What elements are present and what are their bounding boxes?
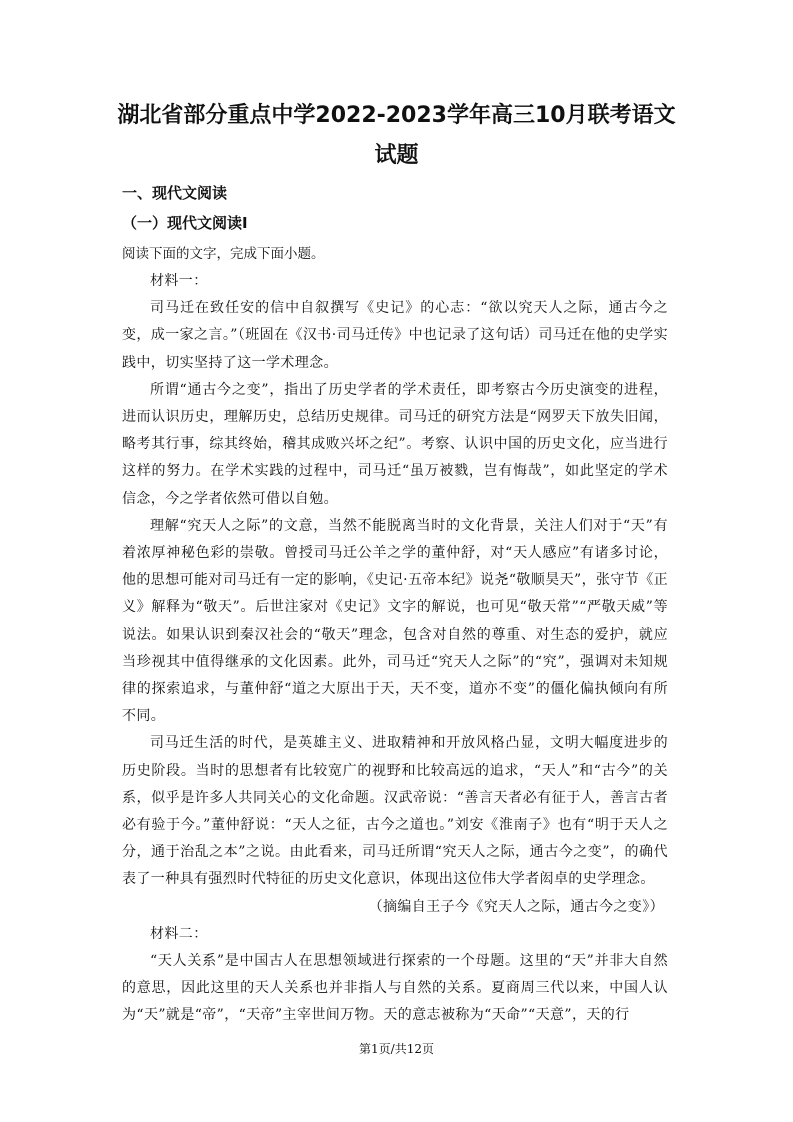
material-label: 材料二： [150, 925, 208, 942]
page-footer: 第1页/共12页 [359, 1042, 434, 1056]
reading-passage [122, 268, 668, 1030]
instruction-text: 阅读下面的文字，完成下面小题。 [122, 246, 325, 262]
source-citation: （摘编自王子今《究天人之际，通古今之变》） [368, 898, 664, 915]
section-heading: 一、现代文阅读 [122, 184, 228, 202]
paragraph: 司马迁生活的时代，是英雄主义、进取精神和开放风格凸显，文明大幅度进步的历史阶段。当时的思想者有比较宽广的视野和比较高远的追求，“天人”和“古今”的关系，似乎是许多人共同关心的文化命题。汉武帝说：“善言天者必有征于人，善言古者必有验于今。”董仲舒说：“天人之征，古今之道也。”刘安《淮南子》也有“明于天人之分，通于治乱之本”之说。由此看来，司马迁所谓“究天人之际，通古今之变”，的确代表了一种具有强烈时代特征的历史文化意识，体现出这位伟大学者闳卓的史学理念。 [122, 735, 668, 888]
material-label: 材料一： [150, 273, 208, 289]
paragraph: “天人关系”是中国古人在思想领域进行探索的一个母题。这里的“天”并非大自然的意思，因此这里的天人关系也并非指人与自然的关系。夏商周三代以来，中国人认为“天”就是“帝”，“天帝”主宰世间万物。天的意志被称为“天命”“天意”，天的行 [122, 953, 668, 1024]
paragraph: 所谓“通古今之变”，指出了历史学者的学术责任，即考察古今历史演变的进程，进而认识历史，理解历史，总结历史规律。司马迁的研究方法是“网罗天下放失旧闻，略考其行事，综其终始，稽其成败兴坏之纪”。考察、认识中国的历史文化，应当进行这样的努力。在学术实践的过程中，司马迁“虽万被戮，岂有悔哉”，如此坚定的学术信念，今之学者依然可借以自勉。 [122, 381, 668, 507]
document-title: 湖北省部分重点中学2022-2023学年高三10月联考语文试题 [117, 103, 676, 168]
subsection-heading: （一）现代文阅读Ⅰ [122, 214, 248, 232]
paragraph: 理解“究天人之际”的文意，当然不能脱离当时的文化背景，关注人们对于“天”有着浓厚神秘色彩的崇敬。曾授司马迁公羊之学的董仲舒，对“天人感应”有诸多讨论，他的思想可能对司马迁有一定的影响，《史记·五帝本纪》说尧“敬顺昊天”，张守节《正义》解释为“敬天”。后世注家对《史记》文字的解说，也可见“敬天常”“严敬天威”等说法。如果认识到秦汉社会的“敬天”理念，包含对自然的尊重、对生态的爱护，就应当珍视其中值得继承的文化因素。此外，司马迁“究天人之际”的“究”，强调对未知规律的探索追求，与董仲舒“道之大原出于天，天不变，道亦不变”的僵化偏执倾向有所不同。 [122, 517, 668, 725]
paragraph: 司马迁在致任安的信中自叙撰写《史记》的心志：“欲以究天人之际，通古今之变，成一家之言。”（班固在《汉书·司马迁传》中也记录了这句话）司马迁在他的史学实践中，切实坚持了这一学术理念。 [122, 300, 668, 371]
